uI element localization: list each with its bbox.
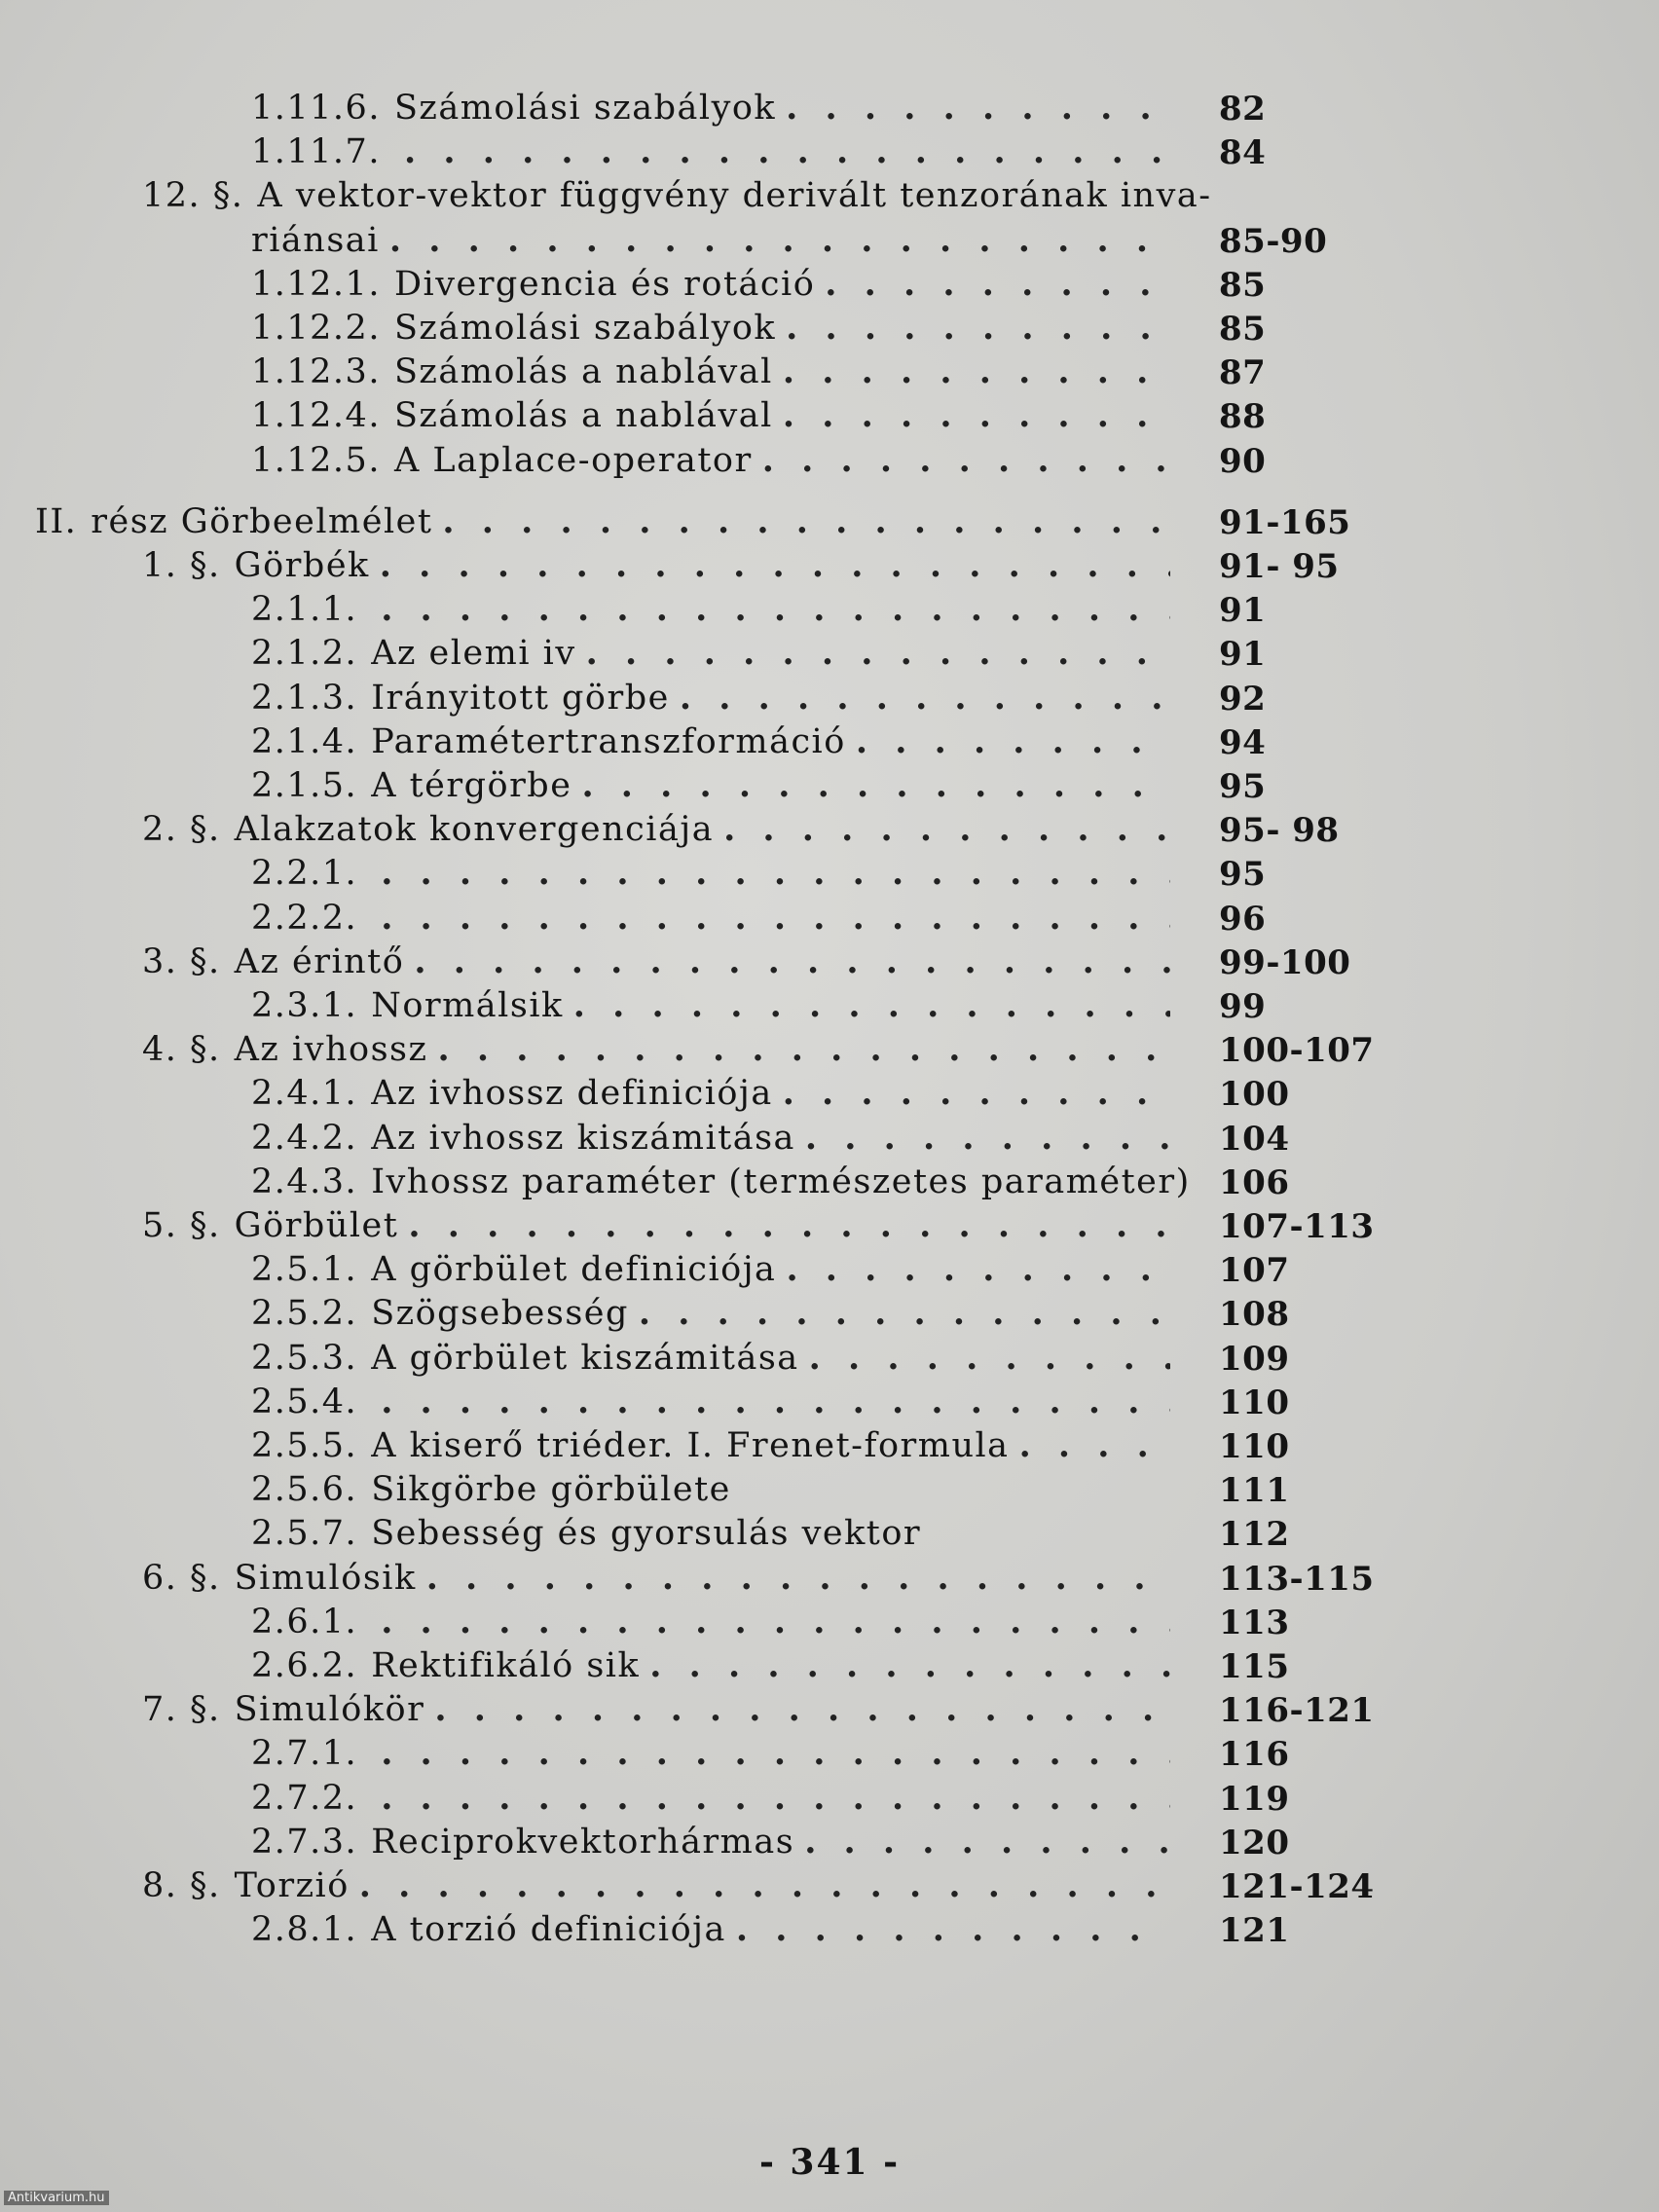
toc-entry-title: Simulósik <box>234 1558 417 1598</box>
dot-leader <box>434 1687 1170 1732</box>
toc-entry-title: rész Görbeelmélet <box>91 501 433 541</box>
dot-leader <box>581 763 1170 808</box>
toc-entry <box>251 676 1180 720</box>
toc-entry <box>251 1247 1180 1292</box>
toc-entry <box>251 393 1180 438</box>
toc-entry-pages: 112 <box>1219 1515 1290 1555</box>
toc-entry-pages: 85-90 <box>1219 221 1328 261</box>
toc-entry <box>251 1423 1180 1468</box>
toc-entry-pages: 91- 95 <box>1219 547 1340 586</box>
dot-leader <box>359 1863 1170 1908</box>
dot-leader <box>380 543 1170 588</box>
toc-entry-pages: 109 <box>1219 1339 1290 1379</box>
toc-entry-number: 4. §. <box>142 1030 221 1070</box>
toc-entry-title: Normálsik <box>371 986 564 1025</box>
toc-entry-title: Az elemi iv <box>371 634 576 674</box>
dot-leader <box>783 1071 1170 1116</box>
toc-entry <box>251 763 1180 808</box>
dot-leader <box>381 587 1170 632</box>
toc-entry-pages: 116 <box>1219 1735 1290 1775</box>
toc-entry <box>142 1556 1180 1601</box>
toc-entry-number: 6. §. <box>142 1558 221 1598</box>
toc-entry-number: 1.12.4. <box>251 396 381 436</box>
dot-leader <box>804 1820 1170 1864</box>
toc-entry <box>251 1336 1180 1381</box>
toc-entry-number: 2.5.7. <box>251 1514 358 1554</box>
toc-entry <box>251 1600 1180 1644</box>
toc-entry <box>142 807 1180 852</box>
dot-leader <box>414 940 1170 984</box>
toc-entry-pages: 107-113 <box>1219 1207 1375 1246</box>
toc-entry <box>251 1071 1180 1116</box>
toc-entry-number: 2.5.5. <box>251 1426 358 1465</box>
toc-entry <box>251 1116 1180 1161</box>
toc-entry <box>251 262 1180 307</box>
toc-entry-pages: 121-124 <box>1219 1867 1375 1906</box>
toc-entry-number: 1.12.5. <box>251 440 381 480</box>
dot-leader <box>783 350 1170 394</box>
toc-entry-title: A térgörbe <box>371 766 572 805</box>
dot-leader <box>389 218 1170 263</box>
toc-entry-title: Számolási szabályok <box>393 89 777 128</box>
toc-entry <box>142 173 1212 218</box>
toc-entry-title: Számolás a nablával <box>393 352 773 392</box>
toc-entry-title: Az ivhossz definiciója <box>371 1074 773 1114</box>
toc-entry-number: 1.11.7. <box>251 132 381 172</box>
toc-entry-pages: 95 <box>1219 767 1267 806</box>
dot-leader <box>639 1291 1170 1336</box>
toc-entry-pages: 113-115 <box>1219 1559 1375 1599</box>
toc-entry-number: 5. §. <box>142 1206 221 1245</box>
toc-entry <box>251 631 1180 676</box>
toc-entry <box>251 587 1180 632</box>
toc-entry-title: Számolás a nablával <box>393 396 773 436</box>
toc-entry <box>142 1203 1180 1248</box>
toc-entry-number: 2.5.1. <box>251 1250 358 1290</box>
toc-entry <box>251 719 1180 764</box>
toc-entry <box>251 86 1180 130</box>
toc-entry <box>142 940 1180 984</box>
toc-entry-pages: 91 <box>1219 591 1267 631</box>
toc-entry-number: 2.7.3. <box>251 1822 358 1862</box>
toc-entry-pages: 82 <box>1219 90 1267 129</box>
toc-entry <box>251 1776 1180 1821</box>
toc-entry-number: 2.5.3. <box>251 1338 358 1378</box>
dot-leader <box>586 631 1170 676</box>
toc-entry-number: 1.11.6. <box>251 89 381 128</box>
toc-entry-number: 2.8.1. <box>251 1910 358 1950</box>
dot-leader <box>381 851 1170 896</box>
dot-leader <box>442 499 1170 544</box>
toc-entry-title: Ivhossz paraméter (természetes paraméter) <box>371 1161 1191 1201</box>
toc-entry <box>251 1467 1180 1512</box>
toc-entry-number: 2.4.3. <box>251 1161 358 1201</box>
toc-entry <box>251 350 1180 394</box>
toc-entry-title: Számolási szabályok <box>393 309 777 348</box>
toc-entry-title: Szögsebesség <box>371 1294 629 1334</box>
toc-entry-number: 2.3.1. <box>251 986 358 1025</box>
toc-entry-number: 2.5.6. <box>251 1470 358 1510</box>
toc-entry-pages: 85 <box>1219 265 1267 305</box>
toc-entry <box>251 851 1180 896</box>
toc-entry-pages: 95- 98 <box>1219 811 1340 851</box>
toc-entry <box>142 543 1180 588</box>
toc-entry-pages: 108 <box>1219 1295 1290 1335</box>
toc-entry <box>142 1027 1180 1072</box>
toc-entry-pages: 100 <box>1219 1075 1290 1115</box>
toc-entry <box>251 1511 1180 1556</box>
toc-entry-number: II. <box>35 501 78 541</box>
toc-entry-title: Az ivhossz <box>234 1030 428 1070</box>
dot-leader <box>408 1203 1170 1248</box>
toc-entry-pages: 113 <box>1219 1603 1290 1642</box>
toc-entry-pages: 90 <box>1219 441 1267 481</box>
dot-leader <box>573 983 1170 1028</box>
dot-leader <box>856 719 1170 764</box>
toc-entry-number: 2.6.2. <box>251 1646 358 1685</box>
dot-leader <box>426 1556 1170 1601</box>
toc-entry-number: 1. §. <box>142 546 221 585</box>
toc-entry <box>251 218 1180 263</box>
toc-entry <box>251 1820 1180 1864</box>
toc-entry-pages: 104 <box>1219 1119 1290 1159</box>
toc-entry-pages: 85 <box>1219 310 1267 349</box>
toc-entry-title: A görbület definiciója <box>371 1250 777 1290</box>
toc-entry-title: Az érintő <box>234 941 405 981</box>
toc-entry-number: 2.7.2. <box>251 1778 358 1818</box>
toc-entry-number: 2. §. <box>142 810 221 850</box>
toc-entry-number: 8. §. <box>142 1866 221 1905</box>
toc-entry-pages: 87 <box>1219 353 1267 393</box>
toc-entry-title: A vektor-vektor függvény derivált tenzorának inva- <box>257 176 1212 216</box>
dot-leader <box>762 438 1170 483</box>
toc-entry <box>251 1907 1180 1952</box>
dot-leader <box>437 1027 1170 1072</box>
toc-entry-title: Irányitott görbe <box>371 678 670 718</box>
toc-entry-number: 2.1.5. <box>251 766 358 805</box>
toc-entry-title: A torzió definiciója <box>371 1910 726 1950</box>
toc-entry-title: Divergencia és rotáció <box>393 264 816 304</box>
toc-entry-number: 2.4.2. <box>251 1118 358 1158</box>
toc-entry-number: 7. §. <box>142 1690 221 1730</box>
toc-entry-number: 2.1.2. <box>251 634 358 674</box>
toc-entry-pages: 115 <box>1219 1647 1290 1686</box>
toc-entry-number: 2.7.1. <box>251 1734 358 1774</box>
dot-leader <box>404 129 1170 174</box>
dot-leader <box>786 306 1170 350</box>
toc-entry <box>251 438 1180 483</box>
toc-entry <box>251 1160 1191 1204</box>
toc-entry-pages: 111 <box>1219 1471 1290 1511</box>
toc-entry <box>251 983 1180 1028</box>
dot-leader <box>805 1116 1170 1161</box>
toc-entry-pages: 107 <box>1219 1251 1290 1291</box>
toc-entry-pages: 96 <box>1219 899 1267 939</box>
toc-entry-title: Görbék <box>234 546 370 585</box>
toc-entry <box>142 1863 1180 1908</box>
toc-entry-number: 1.12.1. <box>251 264 381 304</box>
dot-leader <box>723 807 1170 852</box>
toc-entry-number: 2.5.2. <box>251 1294 358 1334</box>
toc-entry-title: Görbület <box>234 1206 399 1245</box>
toc-entry-pages: 84 <box>1219 133 1267 173</box>
toc-entry-title: Sebesség és gyorsulás vektor <box>371 1514 922 1554</box>
toc-entry-number: 2.1.1. <box>251 590 358 630</box>
toc-entry-number: 2.2.2. <box>251 898 358 938</box>
toc-entry <box>251 1643 1180 1688</box>
toc-entry <box>251 129 1180 174</box>
toc-entry-title: Alakzatok konvergenciája <box>234 810 715 850</box>
toc-entry-number: 1.12.2. <box>251 309 381 348</box>
dot-leader <box>786 1247 1170 1292</box>
dot-leader <box>809 1336 1170 1381</box>
toc-entry-title: Reciprokvektorhármas <box>371 1822 795 1862</box>
toc-entry <box>251 1731 1180 1776</box>
dot-leader <box>680 676 1170 720</box>
toc-entry-number: 2.5.4. <box>251 1382 358 1421</box>
toc-entry-pages: 88 <box>1219 397 1267 437</box>
toc-entry-title: A kiserő triéder. I. Frenet-formula <box>371 1426 1010 1465</box>
toc-entry <box>142 1687 1180 1732</box>
dot-leader <box>1019 1423 1170 1468</box>
toc-entry <box>251 896 1180 940</box>
toc-entry-number: 2.6.1. <box>251 1602 358 1641</box>
toc-entry-pages: 91-165 <box>1219 502 1351 542</box>
toc-entry-number: 2.4.1. <box>251 1074 358 1114</box>
toc-entry-pages: 99-100 <box>1219 942 1351 982</box>
dot-leader <box>381 1380 1170 1424</box>
toc-entry <box>251 306 1180 350</box>
toc-entry-pages: 100-107 <box>1219 1031 1375 1071</box>
toc-entry-number: 2.2.1. <box>251 854 358 894</box>
dot-leader <box>825 262 1170 307</box>
toc-entry-title: A görbület kiszámitása <box>371 1338 799 1378</box>
toc-entry-pages: 119 <box>1219 1779 1290 1819</box>
toc-entry <box>251 1380 1180 1424</box>
toc-entry-pages: 110 <box>1219 1427 1290 1466</box>
toc-entry-title: A Laplace-operator <box>393 440 753 480</box>
toc-entry-title: Az ivhossz kiszámitása <box>371 1118 795 1158</box>
dot-leader <box>381 896 1170 940</box>
toc-entry-pages: 121 <box>1219 1911 1290 1951</box>
toc-entry-pages: 110 <box>1219 1382 1290 1422</box>
dot-leader <box>786 86 1170 130</box>
dot-leader <box>381 1731 1170 1776</box>
toc-entry-number: 2.1.4. <box>251 721 358 761</box>
toc-entry-pages: 92 <box>1219 679 1267 719</box>
toc-entry-title: Paramétertranszformáció <box>371 721 846 761</box>
toc-entry-number: 12. §. <box>142 176 244 216</box>
toc-entry-title: Simulókör <box>234 1690 425 1730</box>
toc-entry-number: 1.12.3. <box>251 352 381 392</box>
toc-entry-title: Torzió <box>234 1866 350 1905</box>
toc-entry-pages: 106 <box>1219 1162 1290 1202</box>
watermark: Antikvarium.hu <box>4 2191 109 2205</box>
toc-entry <box>35 499 1180 544</box>
dot-leader <box>649 1643 1170 1688</box>
page-number: - 341 - <box>758 2142 901 2183</box>
dot-leader <box>381 1600 1170 1644</box>
toc-entry-pages: 120 <box>1219 1823 1290 1862</box>
toc-entry-title: Rektifikáló sik <box>371 1646 641 1685</box>
dot-leader <box>381 1776 1170 1821</box>
toc-entry-pages: 95 <box>1219 855 1267 895</box>
toc-entry-pages: 91 <box>1219 635 1267 675</box>
toc-entry-title: riánsai <box>251 220 380 260</box>
toc-entry-title: Sikgörbe görbülete <box>371 1470 731 1510</box>
toc-entry-number: 2.1.3. <box>251 678 358 718</box>
toc-entry-pages: 99 <box>1219 987 1267 1026</box>
toc-entry-number: 3. §. <box>142 941 221 981</box>
toc-entry-pages: 116-121 <box>1219 1691 1375 1731</box>
toc-entry <box>251 1291 1180 1336</box>
toc-entry-pages: 94 <box>1219 722 1267 762</box>
dot-leader <box>783 393 1170 438</box>
dot-leader <box>736 1907 1170 1952</box>
